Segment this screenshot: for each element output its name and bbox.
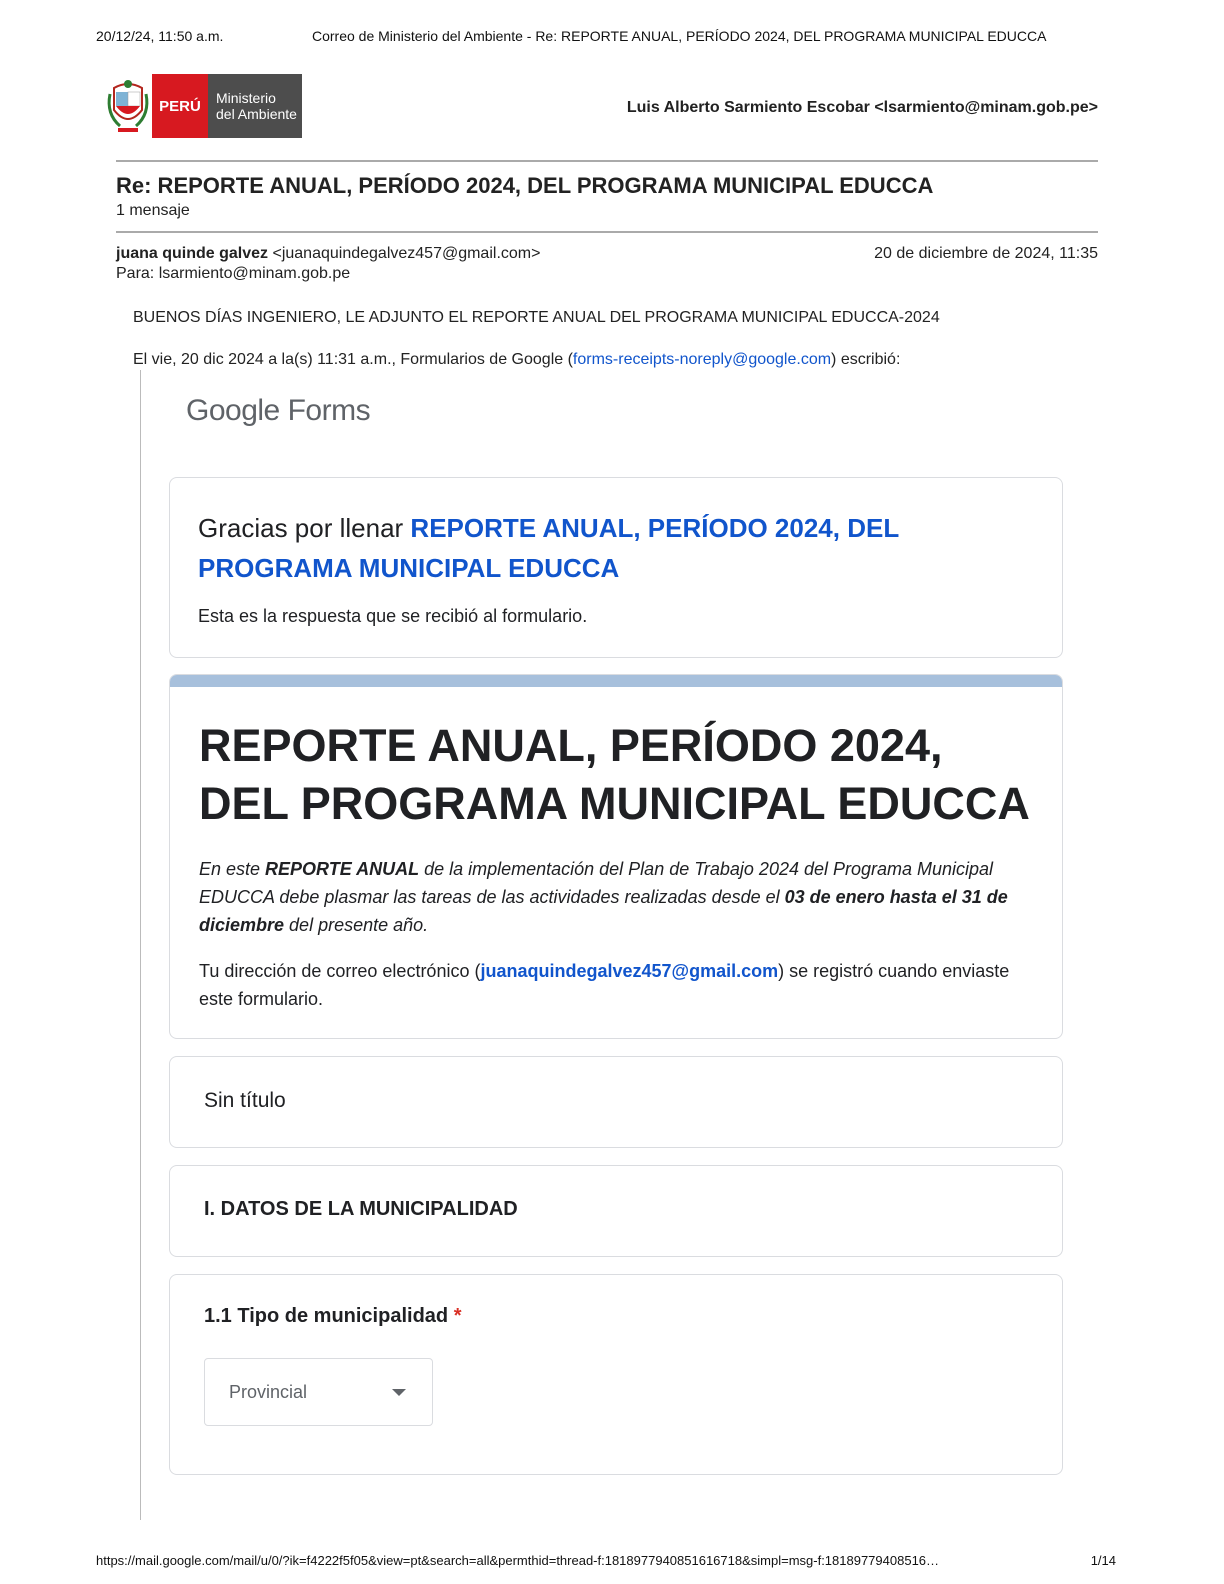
print-title: Correo de Ministerio del Ambiente - Re: REPORTE ANUAL, PERÍODO 2024, DEL PROGRAMA MUNICIPAL EDUCCA bbox=[312, 28, 1047, 44]
email-registered-note bbox=[199, 957, 1034, 1013]
quote-email-link[interactable]: forms-receipts-noreply@google.com bbox=[572, 351, 832, 368]
desc-bold: 03 de enero hasta el 31 de diciembre bbox=[199, 887, 1008, 935]
sender-name: juana quinde galvez bbox=[116, 245, 269, 262]
untitled-section-card bbox=[169, 1056, 1063, 1148]
untitled-label: Sin título bbox=[204, 1089, 286, 1112]
thread-subject: Re: REPORTE ANUAL, PERÍODO 2024, DEL PROGRAMA MUNICIPAL EDUCCA bbox=[116, 173, 934, 198]
quote-suffix: ) escribió: bbox=[831, 351, 901, 368]
footer-url: https://mail.google.com/mail/u/0/?ik=f4222f5f05&view=pt&search=all&permthid=thread-f:1818977940851616718&simpl=msg-f:18189779408516… bbox=[96, 1553, 940, 1568]
desc-part: En este bbox=[199, 859, 266, 879]
google-forms-logo bbox=[186, 394, 370, 428]
print-datetime: 20/12/24, 11:50 a.m. bbox=[96, 28, 224, 44]
sender-email: <juanaquindegalvez457@gmail.com> bbox=[268, 245, 541, 262]
question-text: 1.1 Tipo de municipalidad bbox=[204, 1305, 449, 1327]
divider bbox=[116, 231, 1098, 233]
question-title bbox=[204, 1305, 1028, 1328]
desc-part: del presente año. bbox=[284, 915, 429, 935]
account-owner: Luis Alberto Sarmiento Escobar <lsarmiento@minam.gob.pe> bbox=[626, 99, 1098, 116]
question-card bbox=[169, 1274, 1063, 1475]
received-note: Esta es la respuesta que se recibió al formulario. bbox=[198, 606, 588, 626]
logo-country: PERÚ bbox=[152, 74, 208, 138]
municipality-type-select[interactable] bbox=[204, 1358, 433, 1426]
form-title-link[interactable]: REPORTE ANUAL, PERÍODO 2024, DEL PROGRAMA MUNICIPAL EDUCCA bbox=[198, 513, 899, 583]
page-number: 1/14 bbox=[1090, 1553, 1116, 1568]
message-body: BUENOS DÍAS INGENIERO, LE ADJUNTO EL REPORTE ANUAL DEL PROGRAMA MUNICIPAL EDUCCA-2024 bbox=[133, 309, 940, 326]
divider bbox=[116, 160, 1098, 162]
quote-intro bbox=[133, 351, 900, 369]
form-color-bar bbox=[170, 675, 1062, 687]
form-description bbox=[199, 855, 1034, 939]
form-header-card bbox=[169, 674, 1063, 1039]
email-suffix: ) se registró cuando enviaste este formulario. bbox=[199, 961, 1010, 1009]
desc-bold: REPORTE ANUAL bbox=[265, 859, 420, 879]
logo-ministry-line2: del Ambiente bbox=[216, 106, 297, 122]
required-mark: * bbox=[453, 1305, 462, 1327]
desc-part: de la implementación del Plan de Trabajo 2024 del Programa Municipal EDUCCA debe plasmar las tareas de las actividades realizadas desde el bbox=[199, 859, 994, 907]
thanks-card bbox=[169, 477, 1063, 658]
ministry-logo bbox=[104, 74, 308, 138]
section-card bbox=[169, 1165, 1063, 1257]
brand-google: Google bbox=[186, 394, 280, 427]
message-date: 20 de diciembre de 2024, 11:35 bbox=[874, 245, 1098, 262]
logo-ministry-line1: Ministerio bbox=[216, 90, 276, 106]
thanks-prefix: Gracias por llenar bbox=[198, 513, 411, 543]
section-title: I. DATOS DE LA MUNICIPALIDAD bbox=[204, 1198, 518, 1220]
form-title: REPORTE ANUAL, PERÍODO 2024, DEL PROGRAMA MUNICIPAL EDUCCA bbox=[199, 720, 1030, 829]
recipient: Para: lsarmiento@minam.gob.pe bbox=[116, 265, 351, 282]
peru-crest-icon bbox=[104, 74, 152, 138]
sender bbox=[116, 245, 540, 263]
logo-ministry bbox=[208, 74, 302, 138]
respondent-email-link[interactable]: juanaquindegalvez457@gmail.com bbox=[480, 961, 779, 981]
thanks-text bbox=[198, 508, 1034, 588]
dropdown-arrow-icon bbox=[392, 1389, 406, 1396]
message-count: 1 mensaje bbox=[116, 202, 190, 219]
brand-forms: Forms bbox=[279, 394, 371, 427]
email-prefix: Tu dirección de correo electrónico ( bbox=[199, 961, 481, 981]
quote-prefix: El vie, 20 dic 2024 a la(s) 11:31 a.m., Formularios de Google ( bbox=[133, 351, 573, 368]
print-footer bbox=[96, 1553, 1116, 1568]
select-value: Provincial bbox=[229, 1382, 308, 1402]
quote-bar bbox=[140, 370, 141, 1520]
